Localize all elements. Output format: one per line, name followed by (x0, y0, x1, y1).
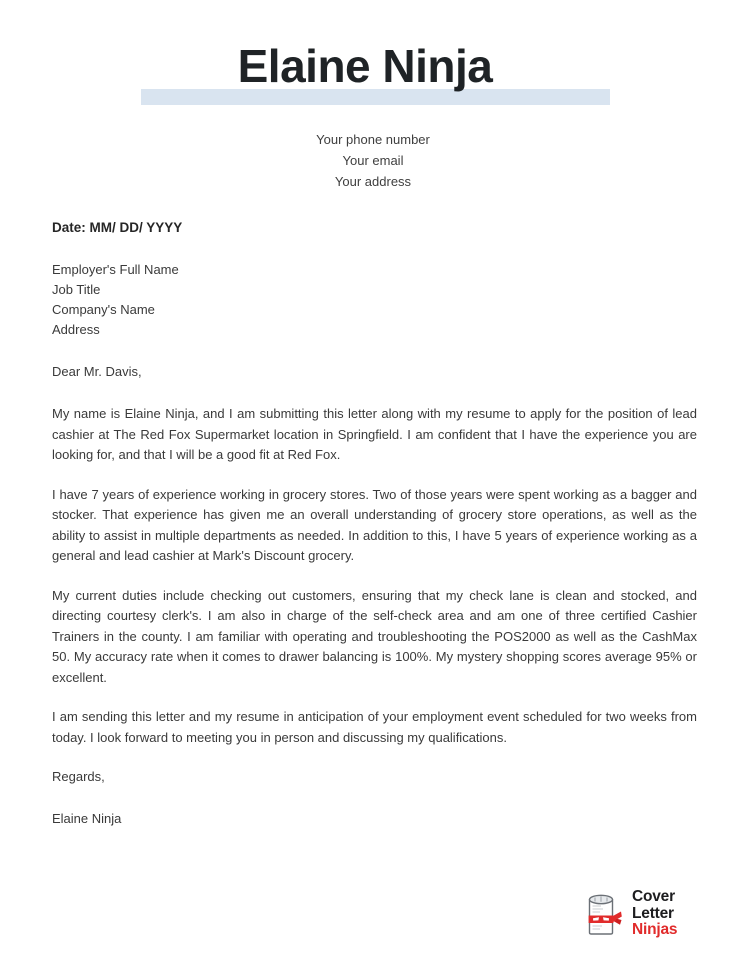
contact-block (0, 129, 748, 192)
recipient-name: Employer's Full Name (52, 262, 179, 277)
page-title: Elaine Ninja (237, 40, 493, 92)
body-paragraph-1: My name is Elaine Ninja, and I am submitting this letter along with my resume to apply for the position of lead cashier at The Red Fox Supermarket location in Springfield. I am confident that I have the experience you are looking for, and that I will be a good fit at Red Fox. (52, 406, 697, 462)
recipient-address: Address (52, 322, 100, 337)
contact-phone: Your phone number (316, 132, 430, 147)
letter-header (0, 0, 748, 118)
letter-body (52, 218, 697, 829)
ninja-document-icon (576, 889, 626, 939)
contact-email: Your email (342, 153, 404, 168)
recipient-company: Company's Name (52, 302, 155, 317)
brand-logo (576, 888, 716, 940)
body-paragraph-4: I am sending this letter and my resume in anticipation of your employment event scheduled for two weeks from today. I look forward to meeting you in person and discussing my qualifications. (52, 709, 697, 745)
closing-line: Regards, (52, 769, 105, 784)
date-line: Date: MM/ DD/ YYYY (52, 220, 183, 235)
recipient-job-title: Job Title (52, 282, 101, 297)
signature-name: Elaine Ninja (52, 811, 122, 826)
brand-wordmark (632, 889, 716, 939)
brand-line-ninjas: Ninjas (632, 921, 678, 939)
contact-address: Your address (334, 174, 412, 189)
body-paragraph-3: My current duties include checking out customers, ensuring that my check lane is clean and stocked, and directing courtesy clerk's. I am also in charge of the self-check area and am one of three certified Cashier Trainers in the county. I am familiar with operating and troubleshooting the POS2000 as well as the CashMax 50. My accuracy rate when it comes to drawer balancing is 100%. My mystery shopping scores average 95% or excellent. (52, 587, 697, 685)
body-paragraph-2: I have 7 years of experience working in grocery stores. Two of those years were spent working as a bagger and stocker. That experience has given me an overall understanding of grocery store operations, as well as the ability to assist in multiple departments as needed. In addition to this, I have 5 years of experience working as a general and lead cashier at Mark's Discount grocery. (52, 486, 697, 563)
recipient-block (52, 260, 697, 340)
brand-line-cover-letter: Cover Letter (632, 887, 675, 922)
salutation: Dear Mr. Davis, (52, 364, 142, 379)
